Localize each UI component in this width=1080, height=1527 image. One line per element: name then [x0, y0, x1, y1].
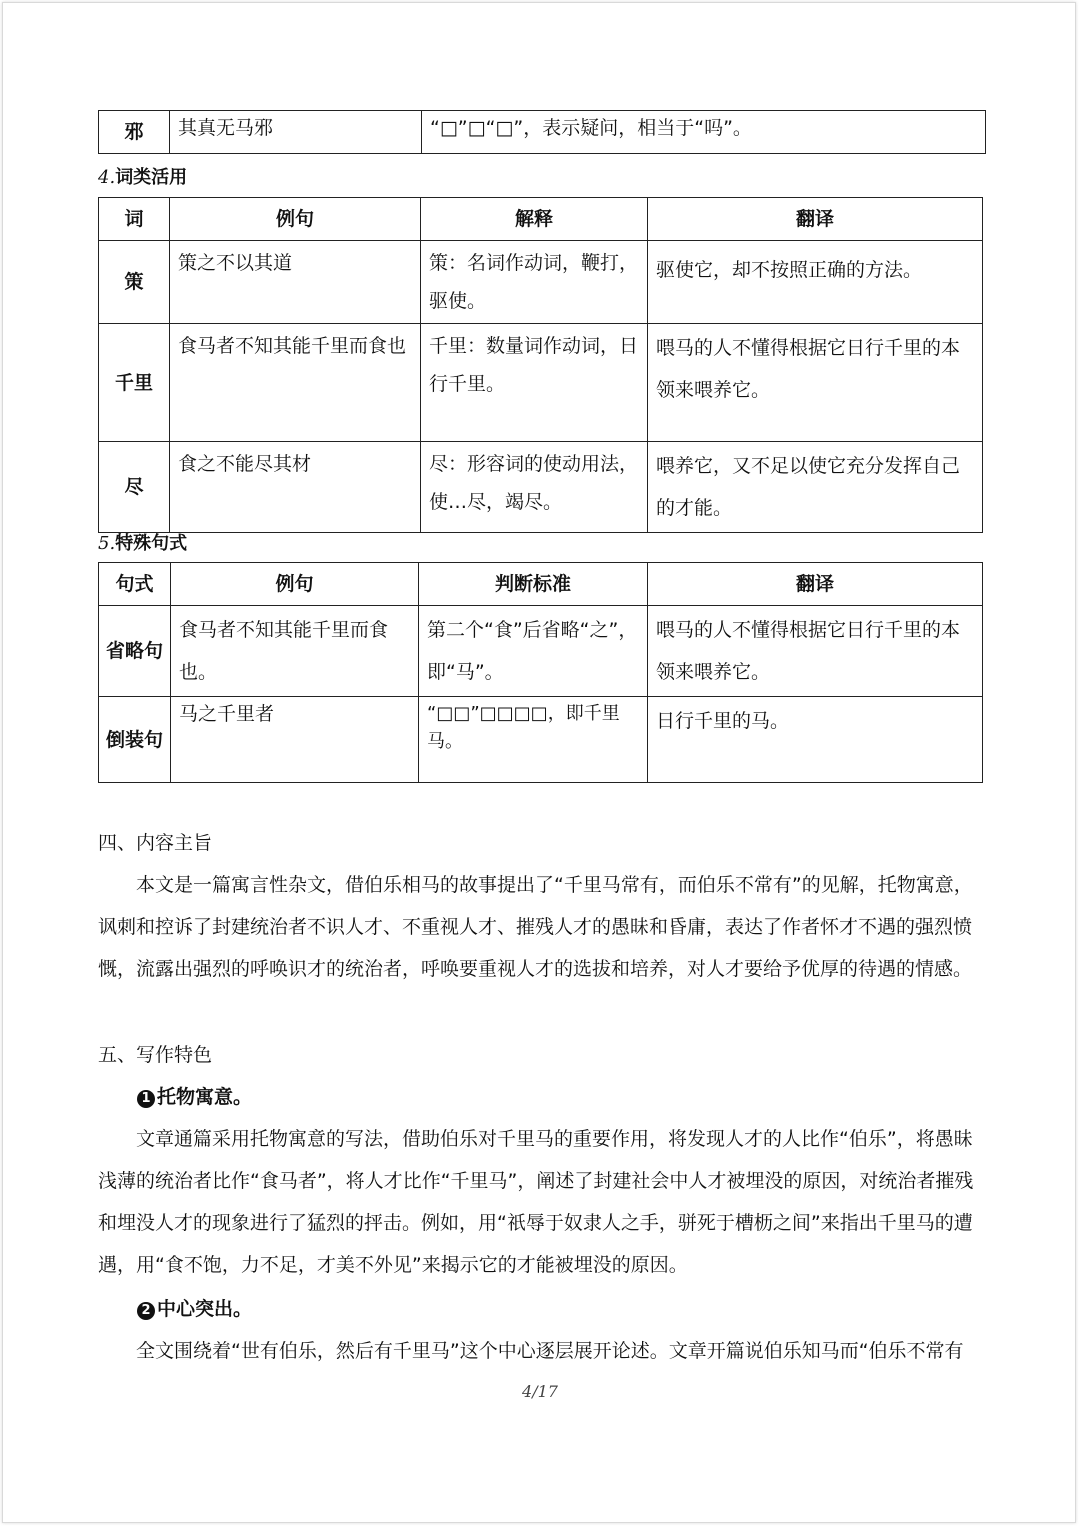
column-header: 解释 — [421, 198, 648, 241]
type-cell: 省略句 — [99, 606, 171, 697]
section-title: 特殊句式 — [115, 533, 188, 554]
subheading — [137, 1294, 252, 1321]
paragraph: 文章通篇采用托物寓意的写法，借助伯乐对千里马的重要作用，将发现人才的人比作“伯乐”，将愚昧浅薄的统治者比作“食马者”，将人才比作“千里马”，阐述了封建社会中人才被埋没的原因，对统治者摧残和埋没人才的现象进行了猛烈的抨击。例如，用“祇辱于奴隶人之手，骈死于槽枥之间”来指出千里马的遭遇，用“食不饱，力不足，才美不外见”来揭示它的才能被埋没的原因。 — [98, 1128, 974, 1276]
subheading-title: 中心突出。 — [157, 1298, 253, 1320]
subheading — [137, 1082, 252, 1109]
section-heading: 四、内容主旨 — [98, 832, 213, 854]
section-4-label — [98, 163, 187, 189]
table-row — [99, 606, 983, 697]
section-5-label — [98, 529, 187, 555]
translate-cell: 驱使它，却不按照正确的方法。 — [648, 241, 983, 324]
table-row — [99, 111, 986, 154]
word-cell: 策 — [99, 241, 170, 324]
paragraph: 本文是一篇寓言性杂文，借伯乐相马的故事提出了“千里马常有，而伯乐不常有”的见解，托物寓意，讽刺和控诉了封建统治者不识人才、不重视人才、摧残人才的愚昧和昏庸，表达了作者怀才不遇的强烈愤慨，流露出强烈的呼唤识才的统治者，呼唤要重视人才的选拔和培养，对人才要给予优厚的待遇的情感。 — [98, 874, 973, 980]
column-header: 翻译 — [648, 198, 983, 241]
number-badge-icon: 1 — [137, 1090, 155, 1108]
table-row — [99, 324, 983, 442]
section-title: 词类活用 — [115, 167, 188, 188]
example-cell: 食马者不知其能千里而食也。 — [171, 606, 419, 697]
page-number: 4/17 — [522, 1382, 558, 1401]
number-badge-icon: 2 — [137, 1302, 155, 1320]
sentence-pattern-table — [98, 562, 983, 783]
column-header: 例句 — [171, 563, 419, 606]
example-cell: 其真无马邪 — [170, 111, 422, 154]
section-heading: 五、写作特色 — [98, 1044, 213, 1066]
word-cell: 千里 — [99, 324, 170, 442]
table-row — [99, 241, 983, 324]
example-cell: 马之千里者 — [171, 697, 419, 783]
paragraph: 全文围绕着“世有伯乐，然后有千里马”这个中心逐层展开论述。文章开篇说伯乐知马而“伯乐不常有 — [136, 1340, 964, 1362]
column-header: 判断标准 — [419, 563, 648, 606]
table-header-row — [99, 563, 983, 606]
example-cell: 食之不能尽其材 — [170, 442, 421, 533]
top-table — [98, 110, 986, 154]
column-header: 例句 — [170, 198, 421, 241]
table-row — [99, 697, 983, 783]
table-row — [99, 442, 983, 533]
word-cell: 邪 — [99, 111, 170, 154]
example-cell: 策之不以其道 — [170, 241, 421, 324]
translate-cell: 日行千里的马。 — [648, 697, 983, 783]
translate-cell: 喂马的人不懂得根据它日行千里的本领来喂养它。 — [648, 606, 983, 697]
word-usage-table — [98, 197, 983, 533]
subheading-title: 托物寓意。 — [157, 1086, 253, 1108]
translate-cell: 喂养它，又不足以使它充分发挥自己的才能。 — [648, 442, 983, 533]
word-cell: 尽 — [99, 442, 170, 533]
type-cell: 倒装句 — [99, 697, 171, 783]
explain-cell: 千里：数量词作动词，日行千里。 — [421, 324, 648, 442]
column-header: 词 — [99, 198, 170, 241]
table-header-row — [99, 198, 983, 241]
explain-cell: 策：名词作动词，鞭打，驱使。 — [421, 241, 648, 324]
explain-cell: “□”□“□”，表示疑问，相当于“吗”。 — [422, 111, 986, 154]
column-header: 句式 — [99, 563, 171, 606]
explain-cell: 尽：形容词的使动用法，使…尽，竭尽。 — [421, 442, 648, 533]
section-number: 5. — [98, 533, 116, 554]
example-cell: 食马者不知其能千里而食也 — [170, 324, 421, 442]
translate-cell: 喂马的人不懂得根据它日行千里的本领来喂养它。 — [648, 324, 983, 442]
section-number: 4. — [98, 167, 116, 188]
criterion-cell: “□□”□□□□，即千里马。 — [419, 697, 648, 783]
column-header: 翻译 — [648, 563, 983, 606]
criterion-cell: 第二个“食”后省略“之”，即“马”。 — [419, 606, 648, 697]
